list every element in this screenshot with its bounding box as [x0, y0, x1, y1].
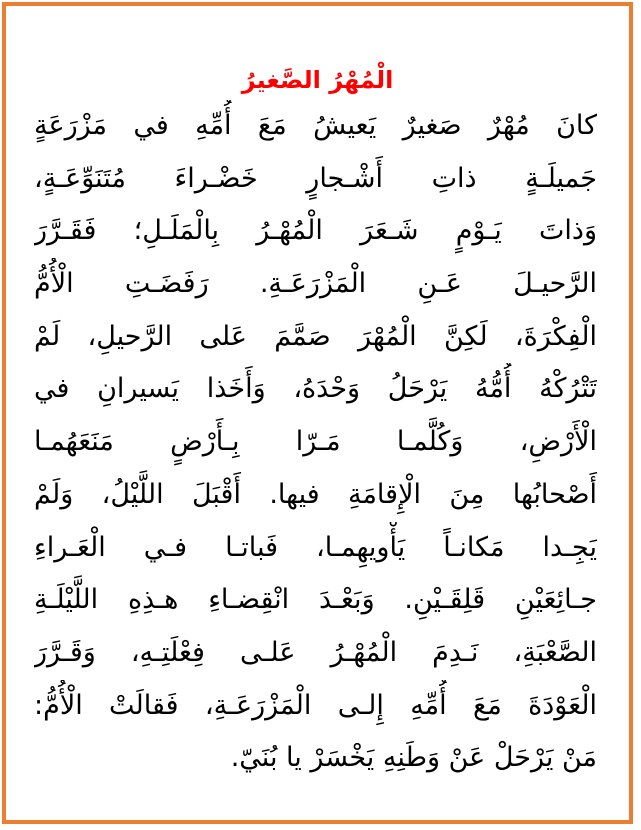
story-line: جـائِعَيْنِ قَلِقَـيْنِ. وَبَعْـدَ انْقِضـاءِ هـذِهِ اللَّيْلَـةِ [34, 584, 597, 616]
story-line: أَصْحابُها مِنَ الْإِقامَةِ فيها. أَقْبَلَ اللَّيْلُ، وَلَمْ [34, 478, 597, 510]
story-line: الْأَرْضِ، وَكُلَّمـا مَـرّا بِـأَرْضٍ مَنَعَهُمـا [34, 426, 597, 458]
story-line: جَميلَـةٍ ذاتِ أَشْـجارٍ خَضْـراءَ مُتَنَوِّعَـةٍ، [34, 162, 597, 194]
story-line: وَذاتَ يَـوْمٍ شَـعَرَ الْمُهْـرُ بِالْمَلَـلِ؛ فَقَـرَّرَ [34, 215, 597, 247]
story-body [34, 100, 597, 785]
story-line: يَجِـدا مَكانـاً يَأْويهِمـا، فَباتـا فـي الْعَـراءِ [34, 531, 597, 563]
story-line: الصَّعْبَةِ، نَـدِمَ الْمُهْـرُ عَلـى فِعْلَتِـهِ، وَقَـرَّرَ [34, 636, 597, 668]
story-line: الْعَوْدَةَ مَعَ أُمِّهِ إِلـى الْمَزْرَعَـةِ، فَقالَتْ الْأُمُّ: [34, 689, 597, 721]
story-line: تَتْرُكْهُ أُمُّهُ يَرْحَلُ وَحْدَهُ، وَأَخَذا يَسيرانِ في [34, 373, 597, 405]
story-line: الرَّحيـلَ عَـنِ الْمَزْرَعَـةِ. رَفَضَـتِ الْأُمُّ [34, 268, 597, 300]
story-title: الْمُهْرُ الصَّغيرُ [241, 66, 394, 94]
story-line: الْفِكْرَةَ، لَكِنَّ الْمُهْرَ صَمَّمَ عَلى الرَّحيلِ، لَمْ [34, 320, 597, 352]
story-line: كانَ مُهْرٌ صَغيرٌ يَعيشُ مَعَ أُمِّهِ في مَزْرَعَةٍ [34, 110, 597, 141]
story-frame [2, 2, 633, 824]
story-line: مَنْ يَرْحَلْ عَنْ وَطَنِهِ يَخْسَرْ يا بُنَيّ. [230, 742, 597, 774]
